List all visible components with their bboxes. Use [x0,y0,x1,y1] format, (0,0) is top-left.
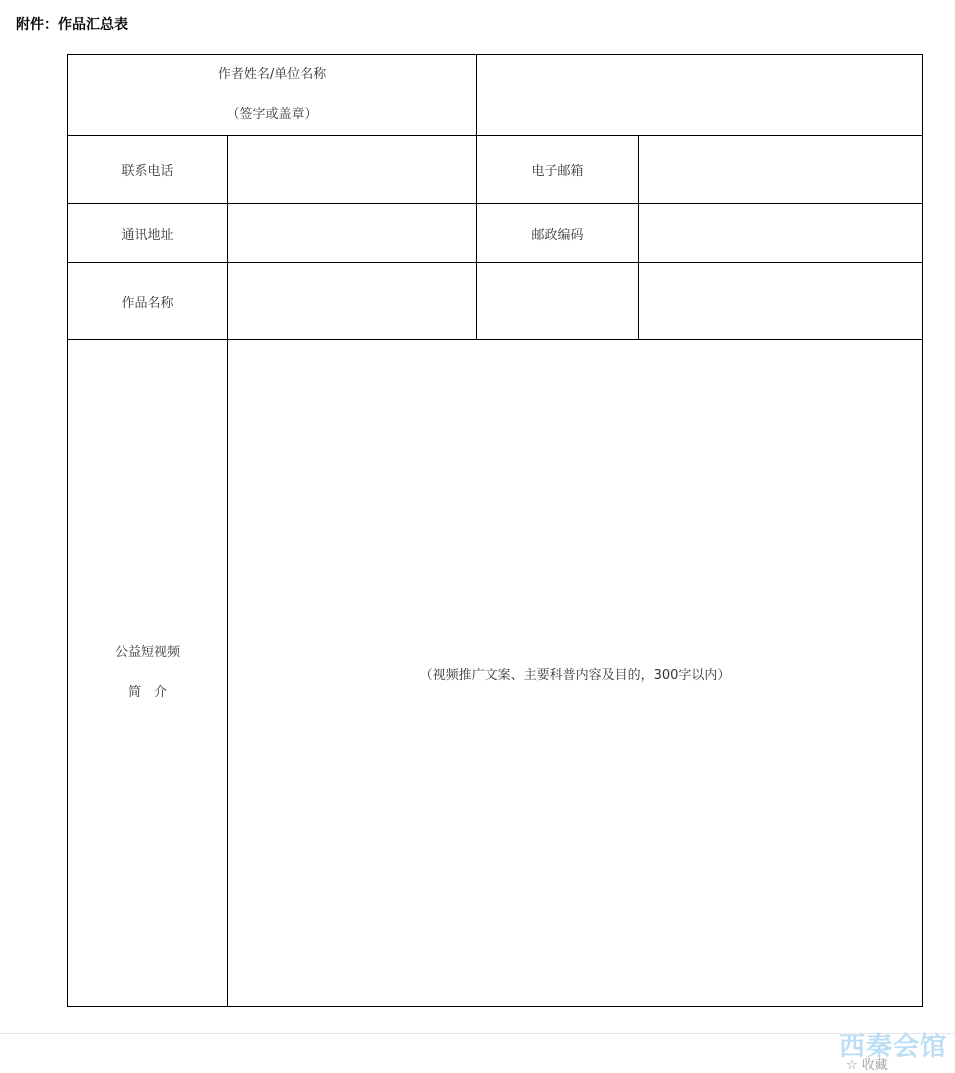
author-row [68,55,923,136]
address-row [68,204,923,263]
email-value-cell[interactable] [639,136,923,204]
author-label: 作者姓名/单位名称 [217,67,327,82]
phone-label: 联系电话 [68,136,228,204]
work-extra-value-cell[interactable] [639,263,923,340]
site-watermark: 西秦会馆 [838,1032,947,1062]
work-name-label: 作品名称 [68,263,228,340]
intro-label-cell [68,340,228,1007]
footer-divider [0,1033,955,1034]
author-value-cell[interactable] [477,55,923,136]
author-label-cell [68,55,477,136]
email-label: 电子邮箱 [477,136,639,204]
phone-value-cell[interactable] [228,136,477,204]
work-row [68,263,923,340]
intro-row [68,340,923,1007]
address-label: 通讯地址 [68,204,228,263]
attachment-heading: 附件：作品汇总表 [16,17,128,33]
intro-value-cell[interactable] [228,340,923,1007]
intro-hint: （视频推广文案、主要科普内容及目的，300字以内） [419,667,731,683]
address-value-cell[interactable] [228,204,477,263]
postcode-value-cell[interactable] [639,204,923,263]
signature-note: （签字或盖章） [226,107,318,122]
favorite-button[interactable]: ☆ 收藏 [846,1058,888,1073]
work-extra-label-cell [477,263,639,340]
contact-row [68,136,923,204]
intro-label-sub: 简 介 [127,685,167,700]
postcode-label: 邮政编码 [477,204,639,263]
submission-summary-table [67,54,923,1007]
work-name-value-cell[interactable] [228,263,477,340]
intro-label: 公益短视频 [114,645,180,660]
